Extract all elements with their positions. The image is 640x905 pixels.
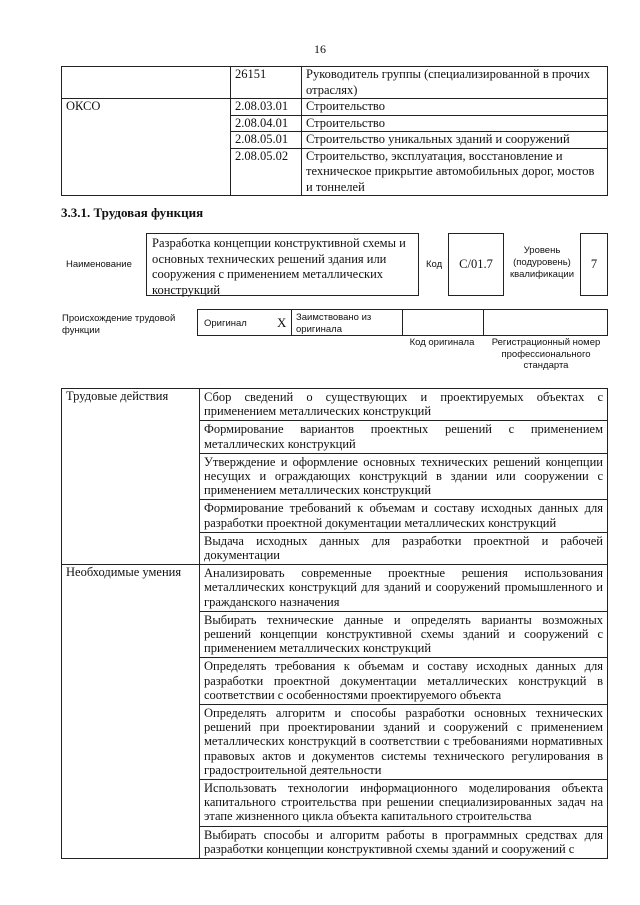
page-number: 16 (314, 42, 326, 56)
reg-number-caption: Регистрационный номер профессионального стандарта (491, 337, 601, 371)
list-item: Анализировать современные проектные решения использования металлических конструкций для зданий и сооружений промышленного и гражданского назначения (200, 565, 608, 612)
list-item: Выдача исходных данных для разработки проектной и рабочей документации (200, 532, 608, 564)
table-row (62, 99, 608, 116)
original-label: Оригинал (204, 318, 247, 329)
section-title: 3.3.1. Трудовая функция (61, 205, 204, 220)
okso-code: 2.08.04.01 (231, 115, 302, 132)
function-name: Разработка концепции конструктивной схемы и основных технических решений здания или сооружения с применением металлических конструкций (152, 236, 406, 297)
okso-code: 2.08.05.02 (231, 148, 302, 196)
borrowed-cell (291, 309, 403, 336)
original-code-cell (402, 309, 484, 336)
name-label: Наименование (66, 259, 132, 270)
actions-label: Трудовые действия (62, 389, 200, 565)
skills-label: Необходимые умения (62, 565, 200, 859)
okso-text: Строительство (302, 99, 608, 116)
okso-text: Руководитель группы (специализированной в прочих отраслях) (302, 67, 608, 99)
function-code-box (448, 233, 504, 296)
okso-text: Строительство, эксплуатация, восстановление и техническое прикрытие автомобильных дорог, мостов и тоннелей (302, 148, 608, 196)
okso-table (61, 66, 608, 196)
table-row (62, 565, 608, 612)
borrowed-label: Заимствовано из оригинала (296, 312, 372, 335)
okso-label (62, 67, 231, 99)
list-item: Выбирать способы и алгоритм работы в программных средствах для разработки концепции конструктивной схемы зданий и сооружений с (200, 826, 608, 858)
okso-text: Строительство (302, 115, 608, 132)
list-item: Формирование вариантов проектных решений с применением металлических конструкций (200, 421, 608, 453)
origin-label: Происхождение трудовой функции (62, 313, 176, 336)
level-label: Уровень (подуровень) квалификации (509, 245, 575, 280)
level-box (580, 233, 608, 296)
original-cell (197, 309, 292, 336)
okso-label: ОКСО (62, 99, 231, 196)
list-item: Формирование требований к объемам и составу исходных данных для разработки проектной документации металлических конструкций (200, 500, 608, 532)
list-item: Выбирать технические данные и определять варианты возможных решений концепции конструктивной схемы зданий и сооружений с применением металлических конструкций (200, 611, 608, 658)
original-code-caption: Код оригинала (409, 337, 475, 348)
function-code: C/01.7 (459, 257, 493, 271)
okso-code: 2.08.05.01 (231, 132, 302, 149)
level-value: 7 (590, 257, 598, 271)
list-item: Определять требования к объемам и составу исходных данных для разработки проектной документации металлических конструкций в соответствии с особенностями проектируемого объекта (200, 658, 608, 705)
code-label: Код (426, 259, 443, 270)
list-item: Сбор сведений о существующих и проектируемых объектах с применением металлических конструкций (200, 389, 608, 421)
okso-code: 26151 (231, 67, 302, 99)
function-name-box (146, 233, 419, 296)
list-item: Определять алгоритм и способы разработки основных технических решений при проектировании зданий и сооружений с применением металлических конструкций в соответствии с требованиями нормативных правовых актов и документов системы технического регулирования в градостроительной деятельности (200, 705, 608, 780)
list-item: Использовать технологии информационного моделирования объекта капитального строительства при решении специализированных задач на этапе жизненного цикла объекта капитального строительства (200, 780, 608, 827)
table-row (62, 67, 608, 99)
table-row (62, 389, 608, 421)
original-mark: X (277, 315, 287, 330)
function-details-table (61, 388, 608, 859)
origin-row (197, 309, 608, 336)
okso-code: 2.08.03.01 (231, 99, 302, 116)
okso-text: Строительство уникальных зданий и сооружений (302, 132, 608, 149)
list-item: Утверждение и оформление основных технических решений концепции несущих и ограждающих конструкций в здании или сооружении с применением металлических конструкций (200, 453, 608, 500)
reg-number-cell (483, 309, 608, 336)
